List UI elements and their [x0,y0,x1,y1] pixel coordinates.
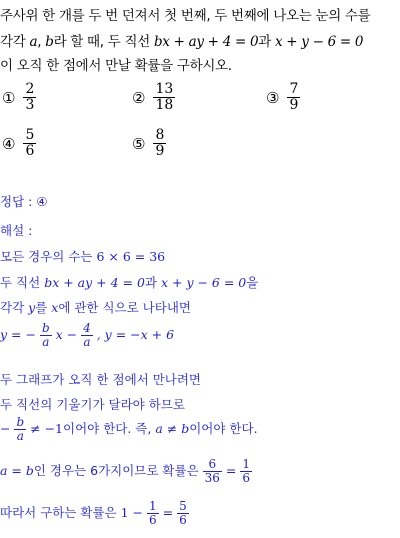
explanation-text: 두 직선 [0,275,45,290]
numerator: 1 [242,457,250,471]
equation-2: x + y − 6 = 0 [160,275,247,290]
fraction-b-over-a [40,322,52,349]
fraction-1-over-6 [240,458,252,485]
choice-3[interactable] [266,82,300,114]
explanation-text: 이어야 한다. 즉, [63,421,156,437]
choice-fraction [153,82,175,114]
choice-fraction [23,128,36,160]
math-expression: ≠ −1 [26,421,64,437]
choice-4[interactable] [2,128,36,160]
choice-mark: ② [132,88,146,107]
denominator: 6 [179,513,187,528]
choice-mark: ④ [2,134,16,153]
denominator: 6 [25,143,35,160]
numerator: 5 [179,499,187,513]
explanation-text: 모든 경우의 수는 [0,249,97,264]
denominator: 3 [25,97,35,114]
numerator: b [41,321,50,335]
denominator: 36 [204,471,220,486]
explanation-line-3 [0,298,191,316]
choice-5[interactable] [132,128,166,160]
numerator: 5 [25,127,35,143]
question-line-1: 주사위 한 개를 두 번 던져서 첫 번째, 두 번째에 나오는 눈의 수를 [0,8,371,24]
numerator: 7 [289,81,299,97]
choice-mark: ⑤ [132,134,146,153]
numerator: 8 [155,127,165,143]
denominator: 6 [149,513,157,528]
fraction-5-over-6 [177,500,189,527]
choice-fraction [153,128,166,160]
explanation-line-7 [0,416,258,443]
denominator: 6 [242,471,250,486]
choice-fraction [23,82,36,114]
numerator: 2 [25,81,35,97]
explanation-line-2 [0,273,258,291]
explanation-line-6: 두 직선의 기울기가 달라야 하므로 [0,397,185,412]
math-expression: x − [55,327,78,343]
explanation-text: 을 [246,275,259,290]
var-b: b [45,34,54,50]
minus-sign: − [0,421,11,437]
question-text: 라 할 때, 두 직선 [53,34,154,50]
question-text: 과 [258,34,275,50]
choice-2[interactable] [132,82,175,114]
answer-label: 정답 : ④ [0,194,48,209]
math-expression: y = − [0,327,36,343]
explanation-line-1 [0,247,165,265]
explanation-line-5: 두 그래프가 오직 한 점에서 만나려면 [0,372,201,387]
explanation-text: 과 [144,275,161,290]
explanation-text: 각각 [0,300,29,315]
var-a: a [29,34,38,50]
numerator: 4 [83,321,91,335]
denominator: a [83,335,91,350]
explanation-text: 에 관한 식으로 나타내면 [58,300,191,315]
math-expression: 6 × 6 = 36 [96,249,166,264]
numerator: 1 [149,499,157,513]
equals-sign: = [221,463,241,479]
math-expression: 1 − [120,505,144,521]
denominator: 9 [289,97,299,114]
math-expression: a = b [0,463,34,479]
choice-mark: ③ [266,88,280,107]
fraction-1-over-6 [147,500,159,527]
numerator: 6 [203,458,222,472]
equation-1: bx + ay + 4 = 0 [153,34,259,50]
denominator: a [42,335,50,350]
var-x: x [51,300,59,315]
choice-fraction [287,82,300,114]
explanation-line-8 [0,458,252,485]
fraction-6-over-36 [203,458,222,485]
explanation-text: 이어야 한다. [189,421,258,437]
choice-1[interactable] [2,82,36,114]
equation-1: bx + ay + 4 = 0 [44,275,145,290]
denominator: 9 [155,143,165,160]
explanation-text: 인 경우는 6가지이므로 확률은 [33,463,203,479]
equals-sign: = [158,505,178,521]
explanation-line-4 [0,322,174,349]
equation-2: x + y − 6 = 0 [275,34,364,50]
question-line-3: 이 오직 한 점에서 만날 확률을 구하시오. [0,58,232,74]
fraction-b-over-a [14,416,26,443]
question-line-2 [0,30,363,50]
math-expression: a ≠ b [155,421,190,437]
explanation-text: 따라서 구하는 확률은 [0,505,121,521]
explanation-heading: 해설 : [0,223,33,238]
denominator: 18 [155,97,174,114]
explanation-line-9 [0,500,189,527]
numerator: 13 [155,81,174,97]
choice-mark: ① [2,88,16,107]
question-text: , [37,34,46,50]
fraction-4-over-a [81,322,93,349]
numerator: b [16,415,25,429]
math-expression: , y = −x + 6 [96,327,175,343]
explanation-text: 를 [35,300,52,315]
var-y: y [28,300,36,315]
denominator: a [16,429,24,444]
question-text: 각각 [0,34,30,50]
